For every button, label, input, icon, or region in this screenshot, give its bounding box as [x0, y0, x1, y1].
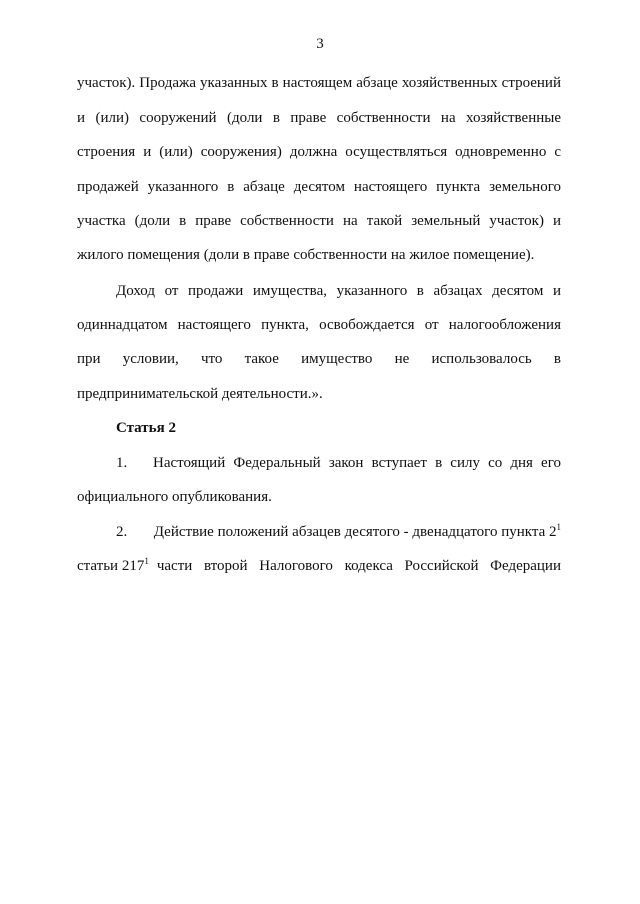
text-line: продажей указанного в абзаце десятом настоящего пункта земельного	[77, 179, 561, 195]
article-heading: Статья 2	[116, 420, 176, 436]
item-text: Действие положений абзацев десятого - двенадцатого пункта 2	[153, 524, 557, 540]
item-number: 1.	[116, 455, 128, 471]
text-line: одиннадцатом настоящего пункта, освобождается от налогообложения	[77, 317, 561, 333]
text-line	[77, 558, 561, 575]
text-line: и (или) сооружений (доли в праве собственности на хозяйственные	[77, 110, 561, 126]
text-line: официального опубликования.	[77, 489, 272, 505]
text-line: при условии, что такое имущество не использовалось в	[77, 351, 561, 367]
page-number: 3	[316, 36, 324, 52]
item-number: 2.	[116, 524, 128, 540]
superscript: 1	[556, 522, 561, 532]
text-fragment	[77, 558, 149, 575]
text-line: строения и (или) сооружения) должна осуществляться одновременно с	[77, 144, 561, 160]
text-line: участка (доли в праве собственности на такой земельный участок) и	[77, 213, 561, 229]
text-line: участок). Продажа указанных в настоящем абзаце хозяйственных строений	[77, 75, 561, 91]
superscript: 1	[144, 556, 149, 566]
text-fragment: статьи 217	[77, 558, 145, 574]
text-fragment: части второй Налогового кодекса Российской Федерации	[156, 558, 561, 574]
item-first-line: Настоящий Федеральный закон вступает в силу со дня его	[153, 455, 561, 471]
paragraph-first-line: Доход от продажи имущества, указанного в абзацах десятом и	[116, 283, 561, 299]
item-first-line	[153, 524, 561, 541]
text-line: жилого помещения (доли в праве собственности на жилое помещение).	[77, 247, 535, 263]
text-line: предпринимательской деятельности.».	[77, 386, 323, 402]
